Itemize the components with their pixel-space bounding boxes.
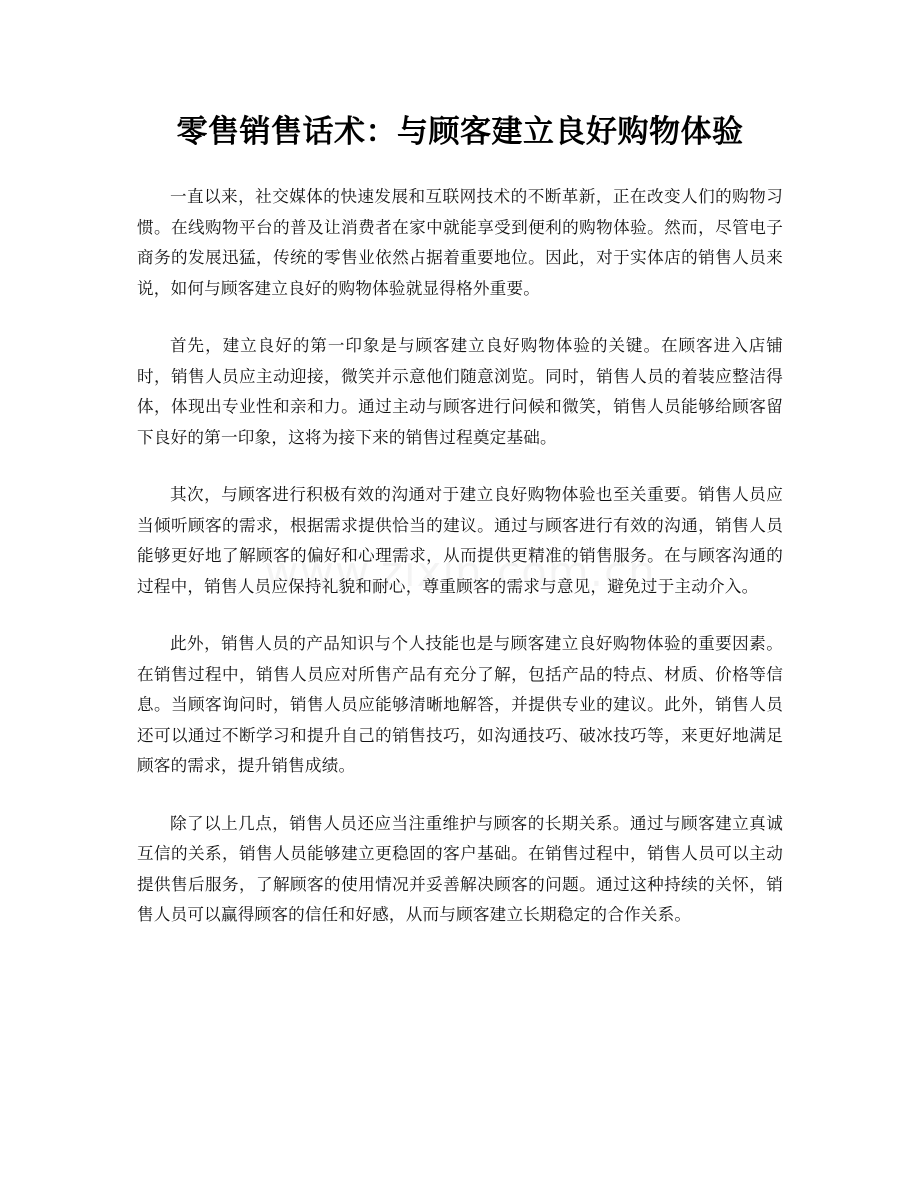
- paragraph-communication: 其次，与顾客进行积极有效的沟通对于建立良好购物体验也至关重要。销售人员应当倾听顾客的需求，根据需求提供恰当的建议。通过与顾客进行有效的沟通，销售人员能够更好地了解顾客的偏好和心理需求，从而提供更精准的销售服务。在与顾客沟通的过程中，销售人员应保持礼貌和耐心，尊重顾客的需求与意见，避免过于主动介入。: [137, 485, 783, 596]
- document-title: 零售销售话术：与顾客建立良好购物体验: [176, 114, 744, 150]
- paragraph-product-knowledge: 此外，销售人员的产品知识与个人技能也是与顾客建立良好购物体验的重要因素。在销售过程中，销售人员应对所售产品有充分了解，包括产品的特点、材质、价格等信息。当顾客询问时，销售人员应能够清晰地解答，并提供专业的建议。此外，销售人员还可以通过不断学习和提升自己的销售技巧，如沟通技巧、破冰技巧等，来更好地满足顾客的需求，提升销售成绩。: [137, 634, 783, 775]
- paragraph-intro: 一直以来，社交媒体的快速发展和互联网技术的不断革新，正在改变人们的购物习惯。在线购物平台的普及让消费者在家中就能享受到便利的购物体验。然而，尽管电子商务的发展迅猛，传统的零售业依然占据着重要地位。因此，对于实体店的销售人员来说，如何与顾客建立良好的购物体验就显得格外重要。: [137, 187, 783, 298]
- paragraph-long-term-relationship: 除了以上几点，销售人员还应当注重维护与顾客的长期关系。通过与顾客建立真诚互信的关系，销售人员能够建立更稳固的客户基础。在销售过程中，销售人员可以主动提供售后服务，了解顾客的使用情况并妥善解决顾客的问题。通过这种持续的关怀，销售人员可以赢得顾客的信任和好感，从而与顾客建立长期稳定的合作关系。: [137, 813, 783, 924]
- paragraph-first-impression: 首先，建立良好的第一印象是与顾客建立良好购物体验的关键。在顾客进入店铺时，销售人员应主动迎接，微笑并示意他们随意浏览。同时，销售人员的着装应整洁得体，体现出专业性和亲和力。通过主动与顾客进行问候和微笑，销售人员能够给顾客留下良好的第一印象，这将为接下来的销售过程奠定基础。: [137, 336, 783, 447]
- document-body: [137, 182, 783, 958]
